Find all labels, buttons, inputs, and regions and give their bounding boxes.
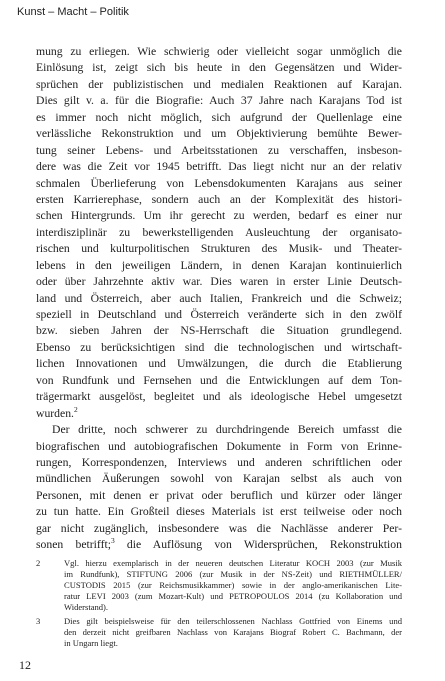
text-line: mündlichen Äußerungen sowohl von Karajan selbst als auch von bbox=[36, 472, 402, 486]
text-line: trägermarkt ausgelöst, begleitet und als ideologische Hebel umgesetzt bbox=[36, 390, 402, 404]
footnote-line: den derzeit nicht greifbaren Nachlass von Karajans Biograf Robert C. Bachmann, der bbox=[64, 627, 402, 638]
footnote-line: Widerstand). bbox=[64, 601, 109, 612]
text-line: speziell in Deutschland und Österreich veränderte sich in den zwölf bbox=[36, 308, 402, 321]
footnote-line: im Rundfunk), STIFTUNG 2006 (zur Musik in der NS-Zeit) und RIETHMÜLLER/ bbox=[64, 568, 402, 579]
text-line: von Rundfunk und Fernsehen und die Entwicklungen auf dem Ton- bbox=[36, 373, 402, 387]
footnotes bbox=[36, 558, 402, 649]
text-line: dere was die Zeit vor 1945 betrifft. Das liegt nicht nur an der relativ bbox=[36, 160, 402, 174]
footnote-reference[interactable]: 3 bbox=[110, 536, 115, 546]
text-line: rungen, Korrespondenzen, Interviews und anderen schriftlichen oder bbox=[36, 455, 402, 469]
text-line: oder über Jahrzehnte aktiv war. Dies waren in erster Linie Deutsch- bbox=[36, 275, 402, 289]
text-line: sonen betrifft;$^3$ die Auflösung von Widersprüchen, Rekonstruktion bbox=[36, 536, 402, 552]
footnote-line: CUSTODIS 2015 (zur Reichsmusikkammer) sowie in der anglo-amerikanischen Lite- bbox=[64, 579, 402, 590]
text-line: biografischen und autobiografischen Dokumente in Form von Erinne- bbox=[36, 439, 402, 453]
text-line: land und Österreich, aber auch Italien, Frankreich und die Schweiz; bbox=[36, 291, 402, 305]
footnote-line: ratur LEVI 2003 (zum Mozart-Kult) und PETROPOULOS 2014 (zu Kollaboration und bbox=[64, 590, 402, 601]
text-line: es immer noch nicht möglich, sich aufgrund der Quellenlage eine bbox=[36, 110, 402, 124]
page-number: 12 bbox=[19, 658, 31, 672]
text-line: interdisziplinär zu bewerkstelligenden Ausleuchtung der organisato- bbox=[36, 225, 402, 239]
text-line: lichen Innovationen und Umwälzungen, die durch die Etablierung bbox=[36, 357, 402, 371]
text-line: Der dritte, noch schwerer zu durchdringende Bereich umfasst die bbox=[52, 423, 402, 437]
text-line: verlässliche Rekonstruktion und um Objektivierung bemühte Bewer- bbox=[36, 127, 402, 141]
text-line: Personen, mit denen er privat oder beruflich und kürzer oder länger bbox=[36, 488, 402, 502]
footnote-number: 2 bbox=[36, 558, 41, 568]
text-line: Dies gilt v. a. für die Biografie: Auch 37 Jahre nach Karajans Tod ist bbox=[36, 94, 402, 108]
text-line: lebens in den jeweiligen Ländern, in denen Karajan kontinuierlich bbox=[36, 258, 402, 272]
text-line: zu tun hatte. Ein Großteil dieses Materials ist erst teilweise oder noch bbox=[36, 505, 402, 519]
text-line: Ebenso zu berücksichtigen sind die technologischen und wirtschaft- bbox=[36, 340, 402, 354]
footnote-number: 3 bbox=[36, 616, 41, 627]
footnote-line: Vgl. hierzu exemplarisch in der neueren deutschen Literatur KOCH 2003 (zur Musik bbox=[64, 558, 402, 568]
text-line: schmalen Überlieferung von Lebensdokumenten Karajans aus seiner bbox=[36, 176, 402, 190]
footnote-line: in Ungarn liegt. bbox=[64, 638, 118, 649]
text-line: bzw. sieben Jahren der NS-Herrschaft die Situation grundlegend. bbox=[36, 324, 402, 338]
text-line: gar nicht zugänglich, insbesondere was die Nachlässe anderer Per- bbox=[36, 521, 402, 535]
text-line: ersten Karrierephase, sondern auch an der Komplexität des histori- bbox=[36, 192, 402, 206]
text-line: schen Hintergrunds. Um ihr gerecht zu werden, bedarf es einer nur bbox=[36, 209, 402, 223]
footnote bbox=[36, 616, 402, 649]
text-line: wurden.$^2$ bbox=[36, 404, 78, 420]
footnote-line: Dies gilt beispielsweise für den teilerschlossenen Nachlass Gottfried von Einems und bbox=[64, 616, 402, 627]
footnote bbox=[36, 558, 402, 612]
text-line: sprüchen der publizistischen und medialen Reaktionen auf Karajan. bbox=[36, 77, 402, 91]
running-head: Kunst – Macht – Politik bbox=[17, 6, 129, 18]
text-line: mung zu erliegen. Wie schwierig oder vielleicht sogar unmöglich die bbox=[36, 45, 402, 58]
body-text bbox=[36, 44, 402, 554]
text-line: rischen und kulturpolitischen Strukturen des Musik- und Theater- bbox=[36, 242, 402, 256]
text-line: Einlösung ist, zeigt sich bis heute in den Gegensätzen und Wider- bbox=[36, 61, 402, 75]
footnote-reference[interactable]: 2 bbox=[73, 404, 78, 414]
text-line: tung seiner Lebens- und Arbeitsstationen zu verschaffen, insbeson- bbox=[36, 143, 402, 157]
